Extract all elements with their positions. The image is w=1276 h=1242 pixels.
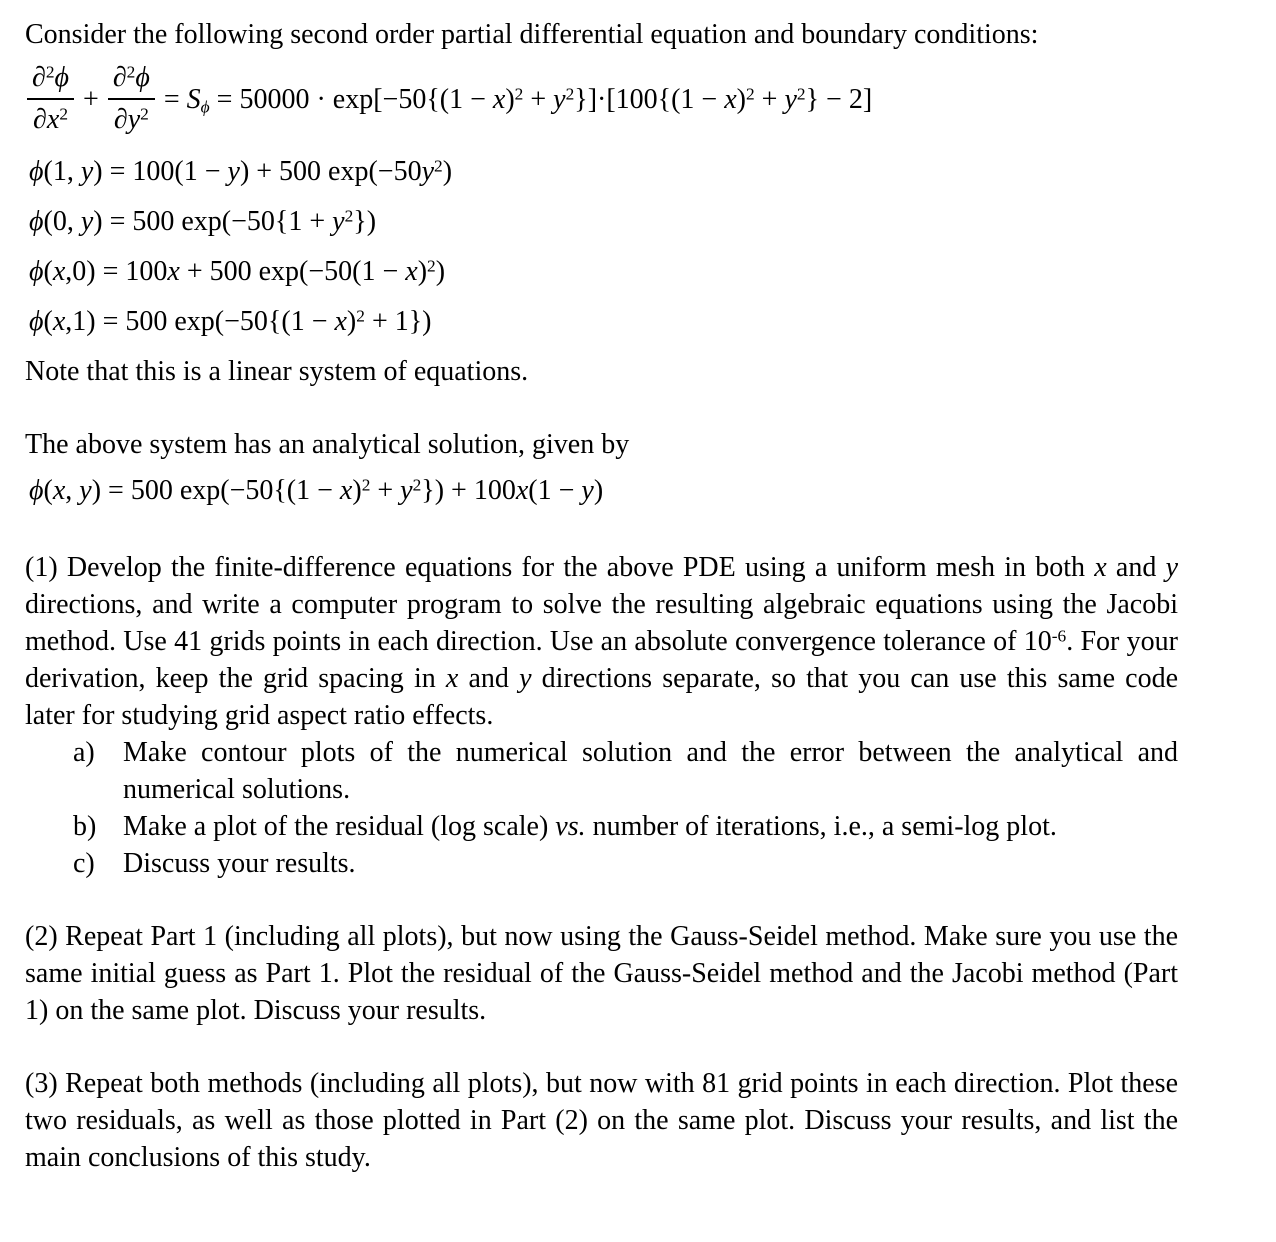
list-item-text: Discuss your results. [123,848,356,879]
fraction-denominator: $\partial x^2$ [33,104,68,135]
task-list [25,734,1178,882]
list-item-b [73,808,1178,845]
fraction-denominator: $\partial y^2$ [113,104,149,135]
list-item-a [73,734,1178,808]
list-item-label: a) [73,737,95,768]
part-1-paragraph: (1) Develop the finite-difference equations for the above PDE using a uniform mesh in both x and y directions, and write a computer program to solve the resulting algebraic equations using the Jacobi method. Use 41 grids points in each direction. Use an absolute convergence tolerance of $10^{-6}$. For your derivation, keep the grid spacing in x and y directions separate, so that you can use this same code later for studying grid aspect ratio effects. [25,552,1179,731]
list-item-label: b) [73,811,97,842]
analytical-intro: The above system has an analytical solution, given by [25,429,630,460]
pde-fraction-y [108,61,155,137]
fraction-numerator: ∂$^2$ϕ [108,61,155,100]
fraction-numerator: ∂$^2$ϕ [27,61,74,100]
boundary-condition-1: ϕ(1, y) = 100(1 − y) + 500 $\exp(-50y^2)$ [29,156,453,187]
analytical-equation: ϕ(x, y) = 500 $\exp(-50\{(1 - x)^2 + y^2\}) + 100x(1 - y)$ [29,475,604,506]
part-3-paragraph: (3) Repeat both methods (including all plots), but now with 81 grid points in each direction. Plot these two residuals, as well as those plotted in Part (2) on the same plot. Discuss your results, and list the main conclusions of this study. [25,1068,1178,1173]
boundary-condition-4: ϕ(x,1) = 500 $\exp(-50\{(1 - x)^2 + 1\})$ [29,306,432,337]
list-item-label: c) [73,848,95,879]
intro-line: Consider the following second order partial differential equation and boundary conditions: [25,19,1039,50]
part-2-paragraph: (2) Repeat Part 1 (including all plots), but now using the Gauss-Seidel method. Make sure you use the same initial guess as Part 1. Plot the residual of the Gauss-Seidel method and the Jacobi method (Part 1) on the same plot. Discuss your results. [25,921,1178,1026]
boundary-condition-2: ϕ(0, y) = 500 $\exp(-50\{1 + y^2\})$ [29,206,377,237]
list-item-c [73,845,1178,882]
pde-fraction-x [27,61,74,137]
pde-equation [25,61,1178,137]
linear-note: Note that this is a linear system of equations. [25,356,529,387]
plus-operator: + [83,83,99,115]
list-item-text: Make a plot of the residual (log scale) vs. number of iterations, i.e., a semi-log plot. [123,811,1057,842]
boundary-condition-3: ϕ(x,0) = 100x + 500 $\exp(-50(1 - x)^2)$ [29,256,446,287]
pde-rhs: = $S_\phi = 50000 \cdot \exp[-50\{(1 - x)^2 + y^2\}]\cdot[100\{(1 - x)^2 + y^2\} - 2]$ [163,83,873,116]
list-item-text: Make contour plots of the numerical solution and the error between the analytical and numerical solutions. [123,737,1178,805]
